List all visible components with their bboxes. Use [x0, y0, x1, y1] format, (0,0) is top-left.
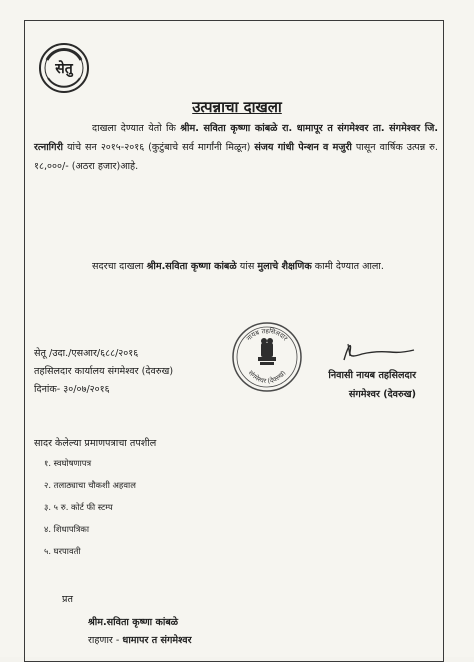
issue-date: दिनांक- ३०/०७/२०१६ [34, 384, 110, 395]
enclosures-heading: सादर केलेल्या प्रमाणपत्राचा तपशील [34, 438, 157, 449]
copy-to-label: प्रत [62, 594, 73, 605]
svg-text:संगमेश्वर (देवरुख): संगमेश्वर (देवरुख) [246, 368, 288, 386]
income-source: संजय गांधी पेन्शन व मजुरी [254, 142, 352, 153]
purpose: मुलाचे शैक्षणिक [257, 261, 312, 272]
list-item: ४. शिधापत्रिका [44, 524, 90, 534]
applicant-name: श्रीम.सविता कृष्णा कांबळे [146, 261, 237, 272]
setu-logo [38, 42, 90, 94]
list-item: १. स्वघोषणापत्र [44, 458, 92, 468]
page-title: उत्पन्नाचा दाखला [192, 98, 282, 116]
recipient-name: श्रीम.सविता कृष्णा कांबळे [88, 617, 179, 628]
svg-text:सेतु: सेतु [55, 61, 73, 77]
list-item: ५. घरपावती [44, 546, 81, 556]
reference-number: सेतू /उदा./एसआर/६८८/२०१६ [34, 348, 139, 359]
signatory-block [296, 366, 416, 404]
purpose-paragraph: सदरचा दाखला श्रीम.सविता कृष्णा कांबळे यांस मुलाचे शैक्षणिक कामी देण्यात आला. [92, 261, 384, 272]
signature [338, 336, 418, 366]
copy-to-recipient [88, 614, 192, 650]
recipient-address: राहणार - धामापर त संगमेश्वर [88, 635, 192, 646]
enclosures-list [34, 452, 156, 562]
list-item: २. तलाठ्याचा चौकशी अहवाल [44, 480, 136, 490]
applicant-name-address: श्रीम. सविता कृष्णा कांबळे रा. धामापूर त संगमेश्वर ता. संगमेश्वर जि. रत्नागिरी [34, 123, 438, 153]
signatory-designation: निवासी नायब तहसिलदार [328, 370, 416, 381]
enclosures-section [34, 435, 156, 562]
signatory-place: संगमेश्वर (देवरुख) [348, 389, 416, 400]
income-statement-paragraph: दाखला देण्यात येतो कि श्रीम. सविता कृष्णा कांबळे रा. धामापूर त संगमेश्वर ता. संगमेश्वर जि. रत्नागिरी यांचे सन २०१५-२०१६ (कुटुंबाचे सर्व मार्गांनी मिळून) संजय गांधी पेन्शन व मजुरी पासून वार्षिक उत्पन्न रु. १८,०००/- (अठरा हजार)आहे. [34, 123, 438, 172]
reference-block [34, 345, 173, 399]
list-item: ३. ५ रु. कोर्ट फी स्टम्प [44, 502, 113, 512]
issuing-office: तहसिलदार कार्यालय संगमेश्वर (देवरुख) [34, 366, 174, 377]
svg-text:नायब तहसिलदार: नायब तहसिलदार [244, 326, 290, 343]
official-seal [231, 321, 303, 393]
